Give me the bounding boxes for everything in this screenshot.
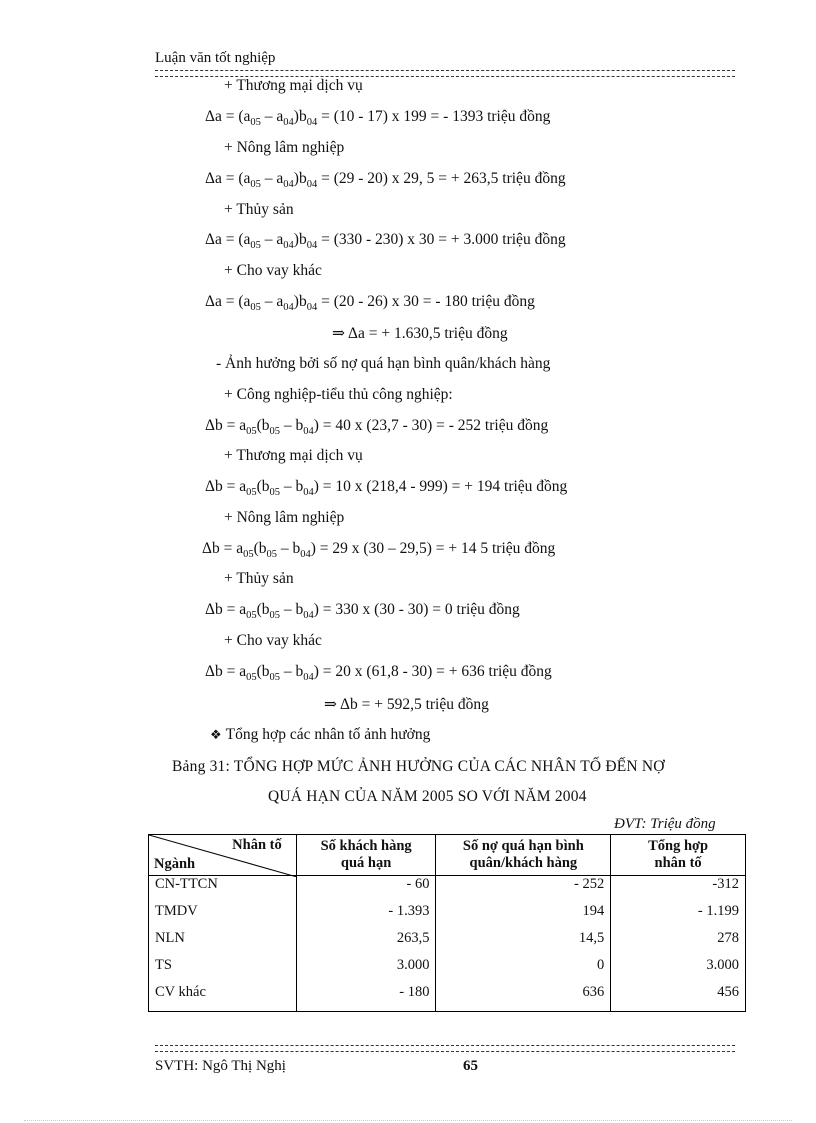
summary-heading: ❖ Tổng hợp các nhân tố ảnh hưởng (210, 726, 431, 743)
cell-total: 278 (611, 930, 746, 957)
cell-avg-debt: 194 (436, 903, 611, 930)
sector-heading: + Nông lâm nghiệp (224, 509, 345, 526)
cell-total: -312 (611, 876, 746, 904)
formula-line: $\Delta b = a_{05}(b_{05} - b_{04}) = 20$ x (61,8 - 30) = + 636 triệu đồng (205, 663, 552, 683)
formula-line: $\Delta b = a_{05}(b_{05} - b_{04}) = 29$ x (30 – 29,5) = + 14 5 triệu đồng (202, 540, 556, 560)
table-caption-line2: QUÁ HẠN CỦA NĂM 2005 SO VỚI NĂM 2004 (268, 788, 587, 805)
cell-avg-debt: 636 (436, 984, 611, 1012)
table-header-row (149, 835, 746, 876)
total-line: ⇒ Δb = + 592,5 triệu đồng (324, 696, 489, 713)
header-col-customers: Số khách hàng quá hạn (296, 835, 436, 876)
cell-customers: - 60 (296, 876, 436, 904)
table-row (149, 903, 746, 930)
cell-customers: - 180 (296, 984, 436, 1012)
formula-line: $\Delta a = (a_{05} - a_{04})b_{04} = (20 - 26)$ x 30 = - 180 triệu đồng (205, 293, 535, 313)
header-divider (155, 70, 735, 77)
sector-heading: + Công nghiệp-tiểu thủ công nghiệp: (224, 386, 453, 403)
formula-line: $\Delta a = (a_{05} - a_{04})b_{04} = (330 - 230)$ x 30 = + 3.000 triệu đồng (205, 231, 566, 251)
sector-heading: + Cho vay khác (224, 632, 322, 649)
unit-label: ĐVT: Triệu đồng (614, 816, 716, 832)
formula-line: $\Delta a = (a_{05} - a_{04})b_{04} = (10 - 17)$ x 199 = - 1393 triệu đồng (205, 108, 551, 128)
sector-heading: + Thủy sản (224, 570, 294, 587)
sector-heading: + Thủy sản (224, 201, 294, 218)
cell-customers: - 1.393 (296, 903, 436, 930)
row-sector: NLN (149, 930, 297, 957)
row-sector: TS (149, 957, 297, 984)
cell-total: 3.000 (611, 957, 746, 984)
table-caption-line1: Bảng 31: TỔNG HỢP MỨC ẢNH HƯỞNG CỦA CÁC NHÂN TỐ ĐẾN NỢ (172, 758, 665, 775)
table-row (149, 984, 746, 1012)
diamond-bullet-icon: ❖ (210, 727, 222, 742)
cell-total: - 1.199 (611, 903, 746, 930)
header-col-avg-debt: Số nợ quá hạn bình quân/khách hàng (436, 835, 611, 876)
footer-divider (155, 1045, 735, 1052)
sector-heading: + Cho vay khác (224, 262, 322, 279)
table-row (149, 930, 746, 957)
page-number: 65 (463, 1058, 478, 1074)
header-col-total: Tổng hợp nhân tố (611, 835, 746, 876)
diagonal-header-cell (149, 835, 297, 876)
formula-line: $\Delta b = a_{05}(b_{05} - b_{04}) = 10$ x (218,4 - 999) = + 194 triệu đồng (205, 478, 568, 498)
header-sector-label: Ngành (154, 856, 196, 872)
cell-avg-debt: 14,5 (436, 930, 611, 957)
cell-customers: 3.000 (296, 957, 436, 984)
total-line: ⇒ Δa = + 1.630,5 triệu đồng (332, 325, 508, 342)
footer-author: SVTH: Ngô Thị Nghị (155, 1058, 286, 1074)
row-sector: CN-TTCN (149, 876, 297, 904)
sector-heading: + Thương mại dịch vụ (224, 77, 363, 94)
header-title: Luận văn tốt nghiệp (155, 50, 276, 66)
section-heading: - Ảnh hưởng bởi số nợ quá hạn bình quân/khách hàng (216, 355, 551, 372)
row-sector: TMDV (149, 903, 297, 930)
row-sector: CV khác (149, 984, 297, 1012)
summary-table (148, 834, 746, 1012)
sector-heading: + Nông lâm nghiệp (224, 139, 345, 156)
page-edge-divider (24, 1120, 792, 1121)
formula-line: $\Delta b = a_{05}(b_{05} - b_{04}) = 40$ x (23,7 - 30) = - 252 triệu đồng (205, 417, 549, 437)
cell-avg-debt: 0 (436, 957, 611, 984)
formula-line: $\Delta b = a_{05}(b_{05} - b_{04}) = 330$ x (30 - 30) = 0 triệu đồng (205, 601, 520, 621)
sector-heading: + Thương mại dịch vụ (224, 447, 363, 464)
table-row (149, 957, 746, 984)
header-factor-label: Nhân tố (232, 837, 282, 853)
cell-customers: 263,5 (296, 930, 436, 957)
formula-line: $\Delta a = (a_{05} - a_{04})b_{04} = (29 - 20)$ x 29, 5 = + 263,5 triệu đồng (205, 170, 566, 190)
cell-total: 456 (611, 984, 746, 1012)
table-row (149, 876, 746, 904)
cell-avg-debt: - 252 (436, 876, 611, 904)
